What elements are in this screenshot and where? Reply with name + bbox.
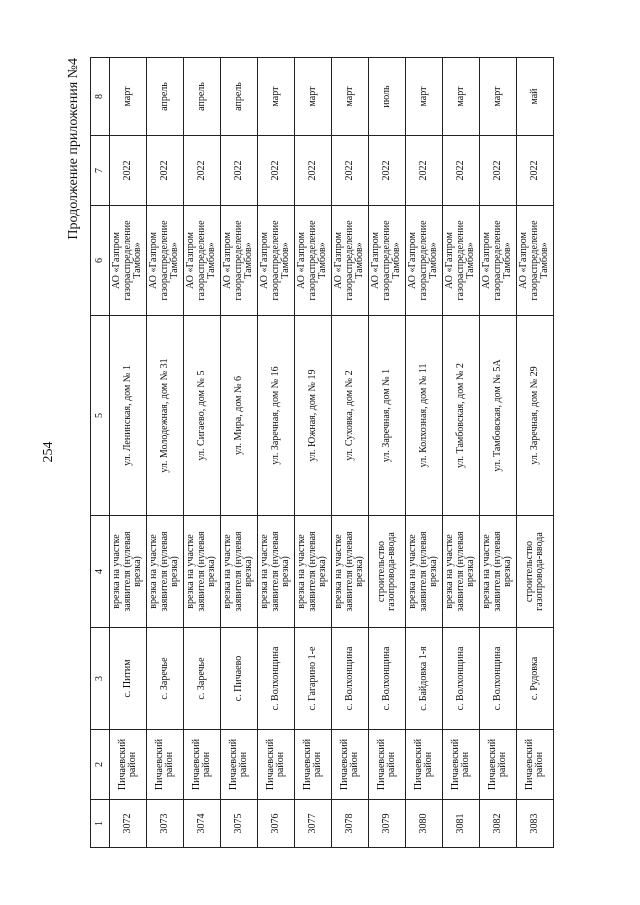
- table-row: [332, 57, 369, 847]
- district-cell: Пичаевский район: [480, 729, 517, 799]
- table-row: [517, 57, 554, 847]
- column-header: 7: [91, 135, 110, 205]
- work-type-cell: врезка на участке заявителя (нулевая врезка): [406, 515, 443, 627]
- table-row: [369, 57, 406, 847]
- settlement-cell: с. Волхонщина: [332, 627, 369, 729]
- settlement-cell: с. Гагарино 1-е: [295, 627, 332, 729]
- row-number-cell: 3080: [406, 799, 443, 847]
- organization-cell: АО «Газпром газораспределение Тамбов»: [332, 205, 369, 315]
- rotated-table-region: [66, 57, 570, 848]
- year-cell: 2022: [406, 135, 443, 205]
- page-number: 254: [41, 441, 56, 463]
- table-row: [184, 57, 221, 847]
- column-header: 8: [91, 57, 110, 135]
- address-cell: ул. Мира, дом № 6: [221, 315, 258, 515]
- settlement-cell: с. Рудовка: [517, 627, 554, 729]
- work-type-cell: врезка на участке заявителя (нулевая врезка): [443, 515, 480, 627]
- address-cell: ул. Ленинская, дом № 1: [110, 315, 147, 515]
- appendix-caption: Продолжение приложения №4: [66, 57, 81, 240]
- work-type-cell: врезка на участке заявителя (нулевая врезка): [295, 515, 332, 627]
- address-cell: ул. Суховка, дом № 2: [332, 315, 369, 515]
- month-cell: май: [517, 57, 554, 135]
- settlement-cell: с. Волхонщина: [443, 627, 480, 729]
- month-cell: март: [258, 57, 295, 135]
- district-cell: Пичаевский район: [406, 729, 443, 799]
- work-type-cell: врезка на участке заявителя (нулевая врезка): [221, 515, 258, 627]
- district-cell: Пичаевский район: [147, 729, 184, 799]
- month-cell: март: [443, 57, 480, 135]
- work-type-cell: врезка на участке заявителя (нулевая врезка): [147, 515, 184, 627]
- district-cell: Пичаевский район: [517, 729, 554, 799]
- column-header: 3: [91, 627, 110, 729]
- work-type-cell: врезка на участке заявителя (нулевая врезка): [184, 515, 221, 627]
- organization-cell: АО «Газпром газораспределение Тамбов»: [406, 205, 443, 315]
- year-cell: 2022: [369, 135, 406, 205]
- row-number-cell: 3076: [258, 799, 295, 847]
- organization-cell: АО «Газпром газораспределение Тамбов»: [443, 205, 480, 315]
- table-row: [406, 57, 443, 847]
- row-number-cell: 3073: [147, 799, 184, 847]
- year-cell: 2022: [517, 135, 554, 205]
- month-cell: март: [406, 57, 443, 135]
- work-type-cell: врезка на участке заявителя (нулевая врезка): [480, 515, 517, 627]
- settlement-cell: с. Волхонщина: [480, 627, 517, 729]
- month-cell: апрель: [184, 57, 221, 135]
- organization-cell: АО «Газпром газораспределение Тамбов»: [258, 205, 295, 315]
- work-type-cell: врезка на участке заявителя (нулевая врезка): [110, 515, 147, 627]
- district-cell: Пичаевский район: [258, 729, 295, 799]
- row-number-cell: 3077: [295, 799, 332, 847]
- address-cell: ул. Заречная, дом № 29: [517, 315, 554, 515]
- settlement-cell: с. Байдовка 1-я: [406, 627, 443, 729]
- row-number-cell: 3079: [369, 799, 406, 847]
- settlement-cell: с. Волхонщина: [369, 627, 406, 729]
- year-cell: 2022: [184, 135, 221, 205]
- row-number-cell: 3078: [332, 799, 369, 847]
- month-cell: июль: [369, 57, 406, 135]
- month-cell: март: [332, 57, 369, 135]
- table-row: [443, 57, 480, 847]
- organization-cell: АО «Газпром газораспределение Тамбов»: [369, 205, 406, 315]
- row-number-cell: 3083: [517, 799, 554, 847]
- month-cell: март: [295, 57, 332, 135]
- row-number-cell: 3075: [221, 799, 258, 847]
- organization-cell: АО «Газпром газораспределение Тамбов»: [147, 205, 184, 315]
- table-row: [295, 57, 332, 847]
- organization-cell: АО «Газпром газораспределение Тамбов»: [184, 205, 221, 315]
- settlement-cell: с. Волхонщина: [258, 627, 295, 729]
- district-cell: Пичаевский район: [184, 729, 221, 799]
- settlement-cell: с. Питим: [110, 627, 147, 729]
- organization-cell: АО «Газпром газораспределение Тамбов»: [480, 205, 517, 315]
- district-cell: Пичаевский район: [332, 729, 369, 799]
- work-type-cell: строительство газопровода-ввода: [517, 515, 554, 627]
- table-row: [147, 57, 184, 847]
- district-cell: Пичаевский район: [295, 729, 332, 799]
- address-cell: ул. Молодежная, дом № 31: [147, 315, 184, 515]
- year-cell: 2022: [258, 135, 295, 205]
- settlement-cell: с. Пичаево: [221, 627, 258, 729]
- district-cell: Пичаевский район: [110, 729, 147, 799]
- organization-cell: АО «Газпром газораспределение Тамбов»: [517, 205, 554, 315]
- header-row: [91, 57, 110, 847]
- address-cell: ул. Колхозная, дом № 11: [406, 315, 443, 515]
- year-cell: 2022: [221, 135, 258, 205]
- row-number-cell: 3082: [480, 799, 517, 847]
- month-cell: март: [480, 57, 517, 135]
- work-type-cell: врезка на участке заявителя (нулевая врезка): [258, 515, 295, 627]
- data-table: [90, 57, 554, 848]
- year-cell: 2022: [110, 135, 147, 205]
- organization-cell: АО «Газпром газораспределение Тамбов»: [110, 205, 147, 315]
- settlement-cell: с. Заречье: [147, 627, 184, 729]
- work-type-cell: строительство газопровода-ввода: [369, 515, 406, 627]
- address-cell: ул. Тамбовская, дом № 2: [443, 315, 480, 515]
- row-number-cell: 3074: [184, 799, 221, 847]
- column-header: 5: [91, 315, 110, 515]
- table-row: [258, 57, 295, 847]
- address-cell: ул. Тамбовская, дом № 5А: [480, 315, 517, 515]
- month-cell: апрель: [221, 57, 258, 135]
- year-cell: 2022: [147, 135, 184, 205]
- organization-cell: АО «Газпром газораспределение Тамбов»: [221, 205, 258, 315]
- row-number-cell: 3081: [443, 799, 480, 847]
- year-cell: 2022: [480, 135, 517, 205]
- district-cell: Пичаевский район: [221, 729, 258, 799]
- column-header: 2: [91, 729, 110, 799]
- month-cell: март: [110, 57, 147, 135]
- table-row: [480, 57, 517, 847]
- year-cell: 2022: [443, 135, 480, 205]
- address-cell: ул. Южная, дом № 19: [295, 315, 332, 515]
- district-cell: Пичаевский район: [369, 729, 406, 799]
- column-header: 1: [91, 799, 110, 847]
- column-header: 4: [91, 515, 110, 627]
- table-row: [110, 57, 147, 847]
- year-cell: 2022: [332, 135, 369, 205]
- settlement-cell: с. Заречье: [184, 627, 221, 729]
- month-cell: апрель: [147, 57, 184, 135]
- table-row: [221, 57, 258, 847]
- work-type-cell: врезка на участке заявителя (нулевая врезка): [332, 515, 369, 627]
- organization-cell: АО «Газпром газораспределение Тамбов»: [295, 205, 332, 315]
- address-cell: ул. Сигаево, дом № 5: [184, 315, 221, 515]
- year-cell: 2022: [295, 135, 332, 205]
- column-header: 6: [91, 205, 110, 315]
- address-cell: ул. Заречная, дом № 1: [369, 315, 406, 515]
- row-number-cell: 3072: [110, 799, 147, 847]
- district-cell: Пичаевский район: [443, 729, 480, 799]
- address-cell: ул. Заречная, дом № 16: [258, 315, 295, 515]
